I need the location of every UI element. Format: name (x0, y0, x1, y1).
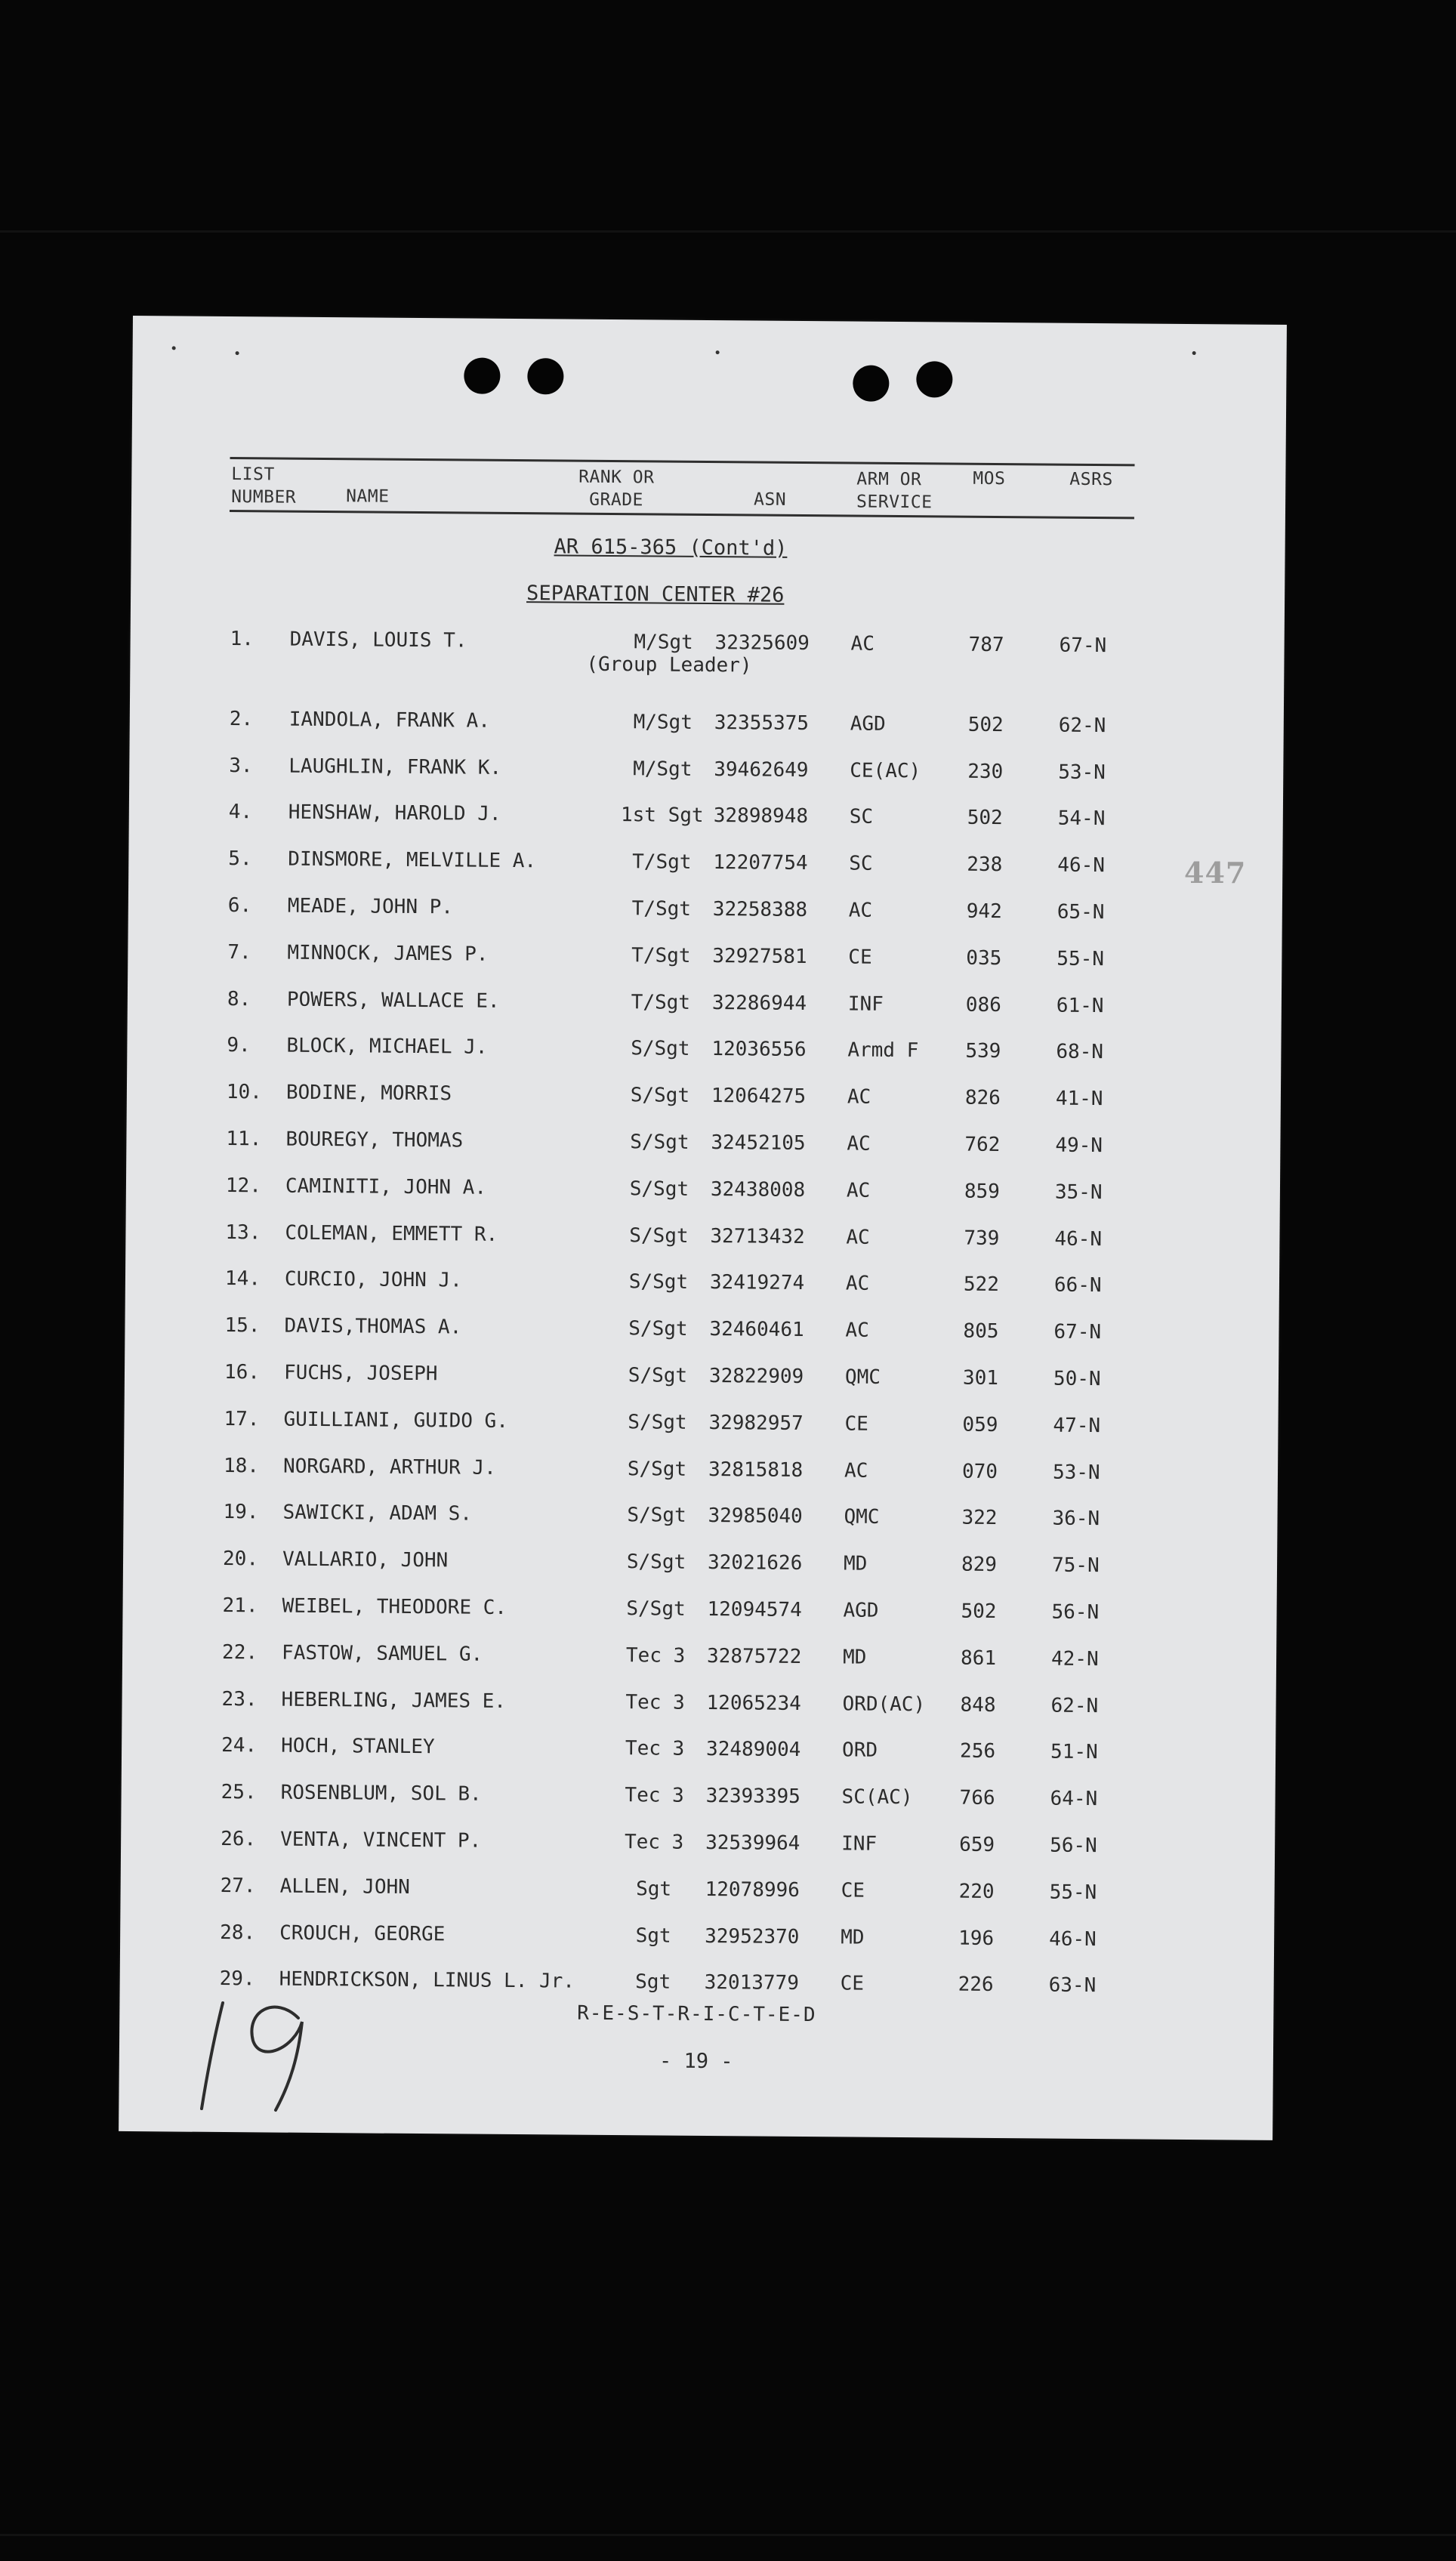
entry-asrs: 56-N (1051, 1600, 1100, 1625)
entry-mos: 829 (961, 1553, 998, 1577)
entry-mos: 859 (964, 1180, 1001, 1203)
entry-name: DINSMORE, MELVILLE A. (288, 847, 537, 873)
entry-number: 12. (225, 1174, 262, 1198)
scan-artifact-line (0, 230, 1456, 233)
entry-rank: S/Sgt (628, 1270, 689, 1294)
entry-asn: 12065234 (706, 1691, 801, 1715)
entry-asrs: 36-N (1052, 1507, 1100, 1531)
entry-name: IANDOLA, FRANK A. (288, 708, 491, 733)
entry-number: 10. (226, 1081, 263, 1104)
entry-rank: S/Sgt (629, 1177, 689, 1201)
entry-mos: 502 (961, 1600, 997, 1624)
entry-name: CAMINITI, JOHN A. (285, 1174, 487, 1199)
entry-arm: AC (844, 1459, 868, 1483)
entry-name: HEBERLING, JAMES E. (281, 1688, 507, 1713)
header-bottom-rule (230, 510, 1134, 519)
entry-asn: 32875722 (706, 1644, 802, 1668)
entry-asrs: 75-N (1051, 1554, 1100, 1578)
entry-arm: INF (841, 1832, 878, 1856)
entry-asn: 32982957 (708, 1411, 804, 1435)
entry-arm: AC (847, 1132, 871, 1156)
table-row (128, 847, 1282, 886)
punch-hole (916, 361, 952, 397)
entry-mos: 196 (958, 1927, 995, 1950)
entry-arm: SC(AC) (841, 1785, 913, 1810)
entry-rank: Sgt (635, 1970, 671, 1995)
entry-name: CROUCH, GEORGE (279, 1921, 446, 1945)
header-list-number: LIST NUMBER (231, 464, 297, 508)
entry-name: VENTA, VINCENT P. (280, 1828, 482, 1853)
entry-mos: 942 (966, 899, 1002, 924)
entry-name: POWERS, WALLACE E. (286, 988, 500, 1013)
entry-number: 13. (225, 1220, 261, 1244)
entry-asrs: 65-N (1057, 900, 1105, 924)
table-row (128, 893, 1282, 933)
table-row (128, 940, 1282, 980)
punch-hole (527, 358, 563, 394)
entry-arm: ORD(AC) (842, 1692, 926, 1716)
entry-rank: S/Sgt (628, 1317, 688, 1341)
entry-rank: S/Sgt (630, 1131, 689, 1154)
entry-name: MEADE, JOHN P. (287, 894, 454, 919)
entry-mos: 766 (959, 1786, 995, 1810)
entry-asrs: 47-N (1053, 1414, 1101, 1437)
entry-name: WEIBEL, THEODORE C. (282, 1594, 507, 1619)
entry-number: 28. (220, 1921, 256, 1944)
entry-mos: 220 (958, 1880, 995, 1903)
entry-name: LAUGHLIN, FRANK K. (288, 754, 502, 779)
entry-name: DAVIS, LOUIS T. (289, 628, 467, 653)
entry-rank: S/Sgt (626, 1597, 686, 1621)
entry-rank: S/Sgt (626, 1550, 686, 1574)
entry-arm: CE(AC) (850, 759, 921, 782)
entry-mos: 086 (965, 993, 1001, 1017)
entry-number: 20. (222, 1547, 259, 1571)
entry-asn: 32419274 (709, 1271, 805, 1295)
table-row (120, 1874, 1274, 1913)
entry-arm: AGD (843, 1599, 879, 1622)
entry-name: VALLARIO, JOHN (282, 1547, 449, 1572)
header-arm: ARM OR SERVICE (856, 469, 933, 513)
entry-rank: S/Sgt (627, 1457, 687, 1481)
entry-arm: SC (849, 805, 874, 829)
entry-asn: 32021626 (707, 1551, 803, 1575)
entry-number: 18. (223, 1454, 260, 1477)
entry-asrs: 55-N (1057, 947, 1105, 970)
entry-asrs: 62-N (1050, 1694, 1099, 1717)
punch-hole (464, 357, 500, 393)
entry-asrs: 49-N (1055, 1134, 1103, 1158)
entry-asn: 32815818 (708, 1458, 804, 1482)
entry-name: CURCIO, JOHN J. (284, 1268, 462, 1292)
entry-arm: AC (845, 1319, 869, 1342)
table-row (126, 1127, 1280, 1166)
entry-asn: 39462649 (714, 758, 809, 782)
entry-rank: M/Sgt (633, 757, 693, 781)
entry-number: 15. (224, 1314, 261, 1338)
header-rank: RANK OR GRADE (578, 467, 655, 511)
entry-asrs: 55-N (1049, 1881, 1097, 1904)
entry-asn: 32713432 (710, 1224, 805, 1248)
table-row (129, 754, 1283, 793)
entry-asrs: 46-N (1057, 853, 1106, 878)
entry-arm: MD (841, 1926, 865, 1949)
entry-arm: AGD (850, 712, 886, 736)
entry-rank: T/Sgt (631, 990, 691, 1014)
table-row (127, 1080, 1281, 1119)
entry-name: HENDRICKSON, LINUS L. Jr. (279, 1967, 575, 1994)
entry-number: 25. (221, 1781, 257, 1804)
entry-number: 1. (230, 628, 254, 651)
entry-mos: 762 (964, 1133, 1001, 1157)
entry-mos: 070 (961, 1460, 998, 1483)
group-leader-note: (Group Leader) (586, 653, 752, 677)
entry-asn: 32438008 (710, 1177, 806, 1202)
scan-artifact-line (0, 2534, 1456, 2536)
entry-mos: 502 (967, 713, 1004, 736)
section-title: SEPARATION CENTER #26 (526, 582, 785, 607)
entry-rank: S/Sgt (630, 1084, 690, 1108)
entry-asrs: 46-N (1049, 1927, 1097, 1951)
table-row (122, 1594, 1276, 1633)
entry-asrs: 46-N (1054, 1227, 1103, 1251)
entry-number: 3. (229, 754, 253, 777)
entry-asn: 32539964 (705, 1831, 800, 1855)
side-stamp-number: 447 (1184, 856, 1247, 890)
entry-mos: 230 (967, 760, 1004, 783)
entry-asrs: 56-N (1050, 1834, 1097, 1858)
entry-mos: 238 (967, 853, 1003, 877)
entry-asn: 32822909 (708, 1365, 804, 1389)
entry-asrs: 61-N (1056, 994, 1104, 1017)
entry-asn: 32013779 (704, 1971, 800, 1995)
table-row (123, 1500, 1277, 1539)
entry-arm: MD (842, 1646, 867, 1669)
entry-rank: 1st Sgt (620, 804, 704, 828)
handwritten-19-mark (193, 1988, 321, 2116)
table-row (129, 800, 1283, 839)
entry-asn: 32325609 (714, 631, 810, 656)
entry-rank: Tec 3 (624, 1831, 684, 1854)
entry-rank: T/Sgt (631, 897, 692, 921)
entry-asn: 32393395 (705, 1785, 800, 1809)
header-top-rule (230, 457, 1135, 466)
entry-rank: S/Sgt (627, 1504, 686, 1528)
entry-arm: MD (843, 1552, 868, 1575)
entry-name: SAWICKI, ADAM S. (282, 1501, 473, 1526)
entry-asrs: 68-N (1056, 1041, 1104, 1064)
entry-name: HOCH, STANLEY (281, 1734, 435, 1759)
table-row (127, 1033, 1281, 1072)
entry-asn: 32355375 (714, 711, 810, 735)
entry-asn: 32952370 (705, 1924, 800, 1949)
entry-rank: S/Sgt (628, 1410, 687, 1434)
entry-mos: 659 (959, 1833, 995, 1857)
page-number: - 19 - (659, 2049, 733, 2074)
entry-rank: Tec 3 (625, 1690, 685, 1714)
entry-asrs: 42-N (1050, 1647, 1099, 1671)
entry-rank: Sgt (635, 1924, 671, 1948)
entry-name: NORGARD, ARTHUR J. (282, 1455, 496, 1480)
entry-asn: 32286944 (711, 991, 807, 1015)
entry-number: 21. (222, 1594, 258, 1618)
entry-rank: S/Sgt (629, 1223, 689, 1248)
entry-mos: 226 (958, 1973, 994, 1997)
entry-mos: 539 (965, 1040, 1001, 1063)
header-name: NAME (346, 486, 390, 507)
entry-asrs: 63-N (1048, 1973, 1097, 1998)
dust-speck (1192, 351, 1196, 355)
entry-number: 24. (221, 1734, 258, 1757)
entry-number: 22. (221, 1640, 258, 1665)
entry-arm: AC (850, 632, 875, 656)
entry-arm: INF (847, 992, 884, 1016)
entry-name: ALLEN, JOHN (279, 1874, 410, 1899)
entry-number: 17. (224, 1407, 260, 1431)
entry-name: COLEMAN, EMMETT R. (285, 1221, 498, 1246)
header-asn: ASN (754, 489, 787, 510)
entry-asn: 12078996 (705, 1878, 800, 1902)
entry-name: GUILLIANI, GUIDO G. (283, 1408, 509, 1433)
entry-asrs: 53-N (1052, 1461, 1100, 1484)
table-row (125, 1267, 1279, 1306)
entry-asrs: 54-N (1057, 807, 1106, 831)
entry-mos: 787 (968, 633, 1004, 657)
entry-rank: Tec 3 (625, 1784, 684, 1807)
entry-asrs: 51-N (1050, 1740, 1098, 1764)
entry-mos: 522 (963, 1273, 1000, 1297)
entry-arm: CE (841, 1879, 865, 1902)
restricted-marking: R-E-S-T-R-I-C-T-E-D (577, 2001, 816, 2027)
entry-asn: 32452105 (711, 1131, 806, 1156)
dust-speck (236, 351, 239, 355)
entry-mos: 848 (960, 1693, 996, 1717)
entry-number: 16. (224, 1360, 261, 1384)
entry-rank: S/Sgt (631, 1037, 690, 1061)
entry-rank: T/Sgt (631, 944, 691, 967)
entry-arm: AC (846, 1226, 870, 1249)
entry-arm: QMC (844, 1365, 881, 1389)
entry-asn: 32927581 (712, 944, 807, 968)
table-row (126, 1174, 1280, 1213)
entry-asrs: 53-N (1058, 761, 1106, 784)
table-row (130, 707, 1284, 746)
entry-arm: AC (845, 1272, 870, 1296)
entry-arm: QMC (844, 1505, 880, 1529)
entry-mos: 035 (966, 946, 1002, 970)
entry-number: 11. (226, 1128, 262, 1151)
entry-name: MINNOCK, JAMES P. (287, 941, 489, 966)
entry-number: 9. (227, 1034, 251, 1057)
entry-number: 14. (224, 1267, 261, 1291)
entry-asn: 32258388 (712, 898, 808, 922)
entry-asn: 12036556 (711, 1038, 807, 1062)
entry-arm: Armd F (847, 1038, 919, 1063)
entry-arm: CE (840, 1972, 865, 1996)
entry-mos: 805 (963, 1319, 999, 1344)
entry-number: 19. (223, 1501, 259, 1524)
entry-mos: 739 (964, 1227, 1000, 1250)
entry-asrs: 41-N (1055, 1087, 1103, 1111)
entry-arm: AC (846, 1179, 871, 1202)
table-row (124, 1407, 1278, 1446)
entry-asn: 12064275 (711, 1085, 807, 1109)
entry-mos: 861 (960, 1646, 997, 1670)
entry-asrs: 64-N (1050, 1787, 1098, 1811)
dust-speck (716, 350, 720, 354)
entry-mos: 322 (961, 1507, 998, 1530)
entry-arm: ORD (841, 1739, 878, 1763)
entry-rank: Tec 3 (625, 1737, 685, 1761)
entry-arm: SC (849, 852, 873, 875)
table-row (130, 627, 1284, 677)
entry-number: 29. (219, 1967, 255, 1991)
table-row (122, 1733, 1276, 1773)
entry-asn: 32898948 (713, 804, 809, 828)
entry-name: BLOCK, MICHAEL J. (286, 1035, 488, 1060)
entry-mos: 502 (967, 807, 1003, 830)
entry-asn: 32985040 (708, 1504, 803, 1529)
entry-asrs: 62-N (1058, 714, 1106, 737)
entry-asn: 32460461 (709, 1318, 804, 1342)
table-row (121, 1780, 1275, 1819)
entry-rank: T/Sgt (632, 850, 692, 875)
entry-number: 8. (227, 987, 251, 1011)
entry-arm: CE (844, 1412, 868, 1436)
entry-asrs: 67-N (1059, 634, 1107, 658)
entry-name: ROSENBLUM, SOL B. (280, 1781, 482, 1806)
entry-number: 27. (220, 1874, 256, 1898)
entry-rank: M/Sgt (634, 631, 693, 654)
entry-arm: AC (847, 1085, 871, 1109)
table-row (128, 987, 1282, 1026)
entry-mos: 826 (964, 1086, 1001, 1110)
table-row (122, 1687, 1276, 1726)
entry-asrs: 50-N (1053, 1367, 1101, 1391)
entry-name: DAVIS,THOMAS A. (284, 1314, 462, 1339)
punch-hole (853, 365, 889, 401)
entry-mos: 256 (959, 1740, 996, 1763)
entry-number: 4. (228, 801, 253, 824)
entry-number: 5. (228, 847, 252, 871)
entry-rank: S/Sgt (628, 1364, 688, 1387)
entry-mos: 059 (962, 1413, 998, 1436)
entry-number: 7. (227, 940, 251, 964)
header-mos: MOS (973, 468, 1006, 489)
table-row (125, 1360, 1279, 1399)
entry-rank: Sgt (636, 1878, 672, 1901)
entry-arm: AC (848, 899, 873, 922)
entry-name: BOUREGY, THOMAS (285, 1128, 464, 1152)
table-row (122, 1640, 1276, 1680)
document-page (119, 316, 1287, 2140)
table-row (125, 1220, 1279, 1260)
entry-rank: Tec 3 (625, 1643, 686, 1668)
entry-number: 26. (221, 1827, 257, 1851)
entry-number: 2. (229, 707, 254, 731)
entry-asn: 12207754 (713, 851, 808, 875)
entry-asn: 32489004 (705, 1738, 801, 1762)
dust-speck (172, 346, 176, 350)
entry-number: 23. (221, 1687, 258, 1711)
entry-asn: 12094574 (707, 1598, 802, 1622)
table-row (120, 1921, 1274, 1960)
header-asrs: ASRS (1069, 469, 1113, 490)
entry-arm: CE (848, 946, 872, 969)
entry-number: 6. (227, 894, 252, 918)
entry-rank: M/Sgt (633, 711, 693, 734)
entry-name: HENSHAW, HAROLD J. (288, 801, 501, 826)
entry-asrs: 67-N (1053, 1320, 1102, 1344)
table-row (124, 1454, 1278, 1493)
entry-mos: 301 (962, 1366, 999, 1390)
table-row (123, 1547, 1277, 1586)
entry-name: BODINE, MORRIS (285, 1081, 452, 1106)
regulation-title: AR 615-365 (Cont'd) (554, 535, 788, 560)
table-row (121, 1827, 1275, 1866)
entry-asrs: 66-N (1053, 1274, 1102, 1297)
entry-name: FUCHS, JOSEPH (283, 1361, 438, 1386)
entry-asrs: 35-N (1054, 1180, 1103, 1204)
entry-name: FASTOW, SAMUEL G. (281, 1641, 483, 1666)
table-row (125, 1313, 1279, 1353)
